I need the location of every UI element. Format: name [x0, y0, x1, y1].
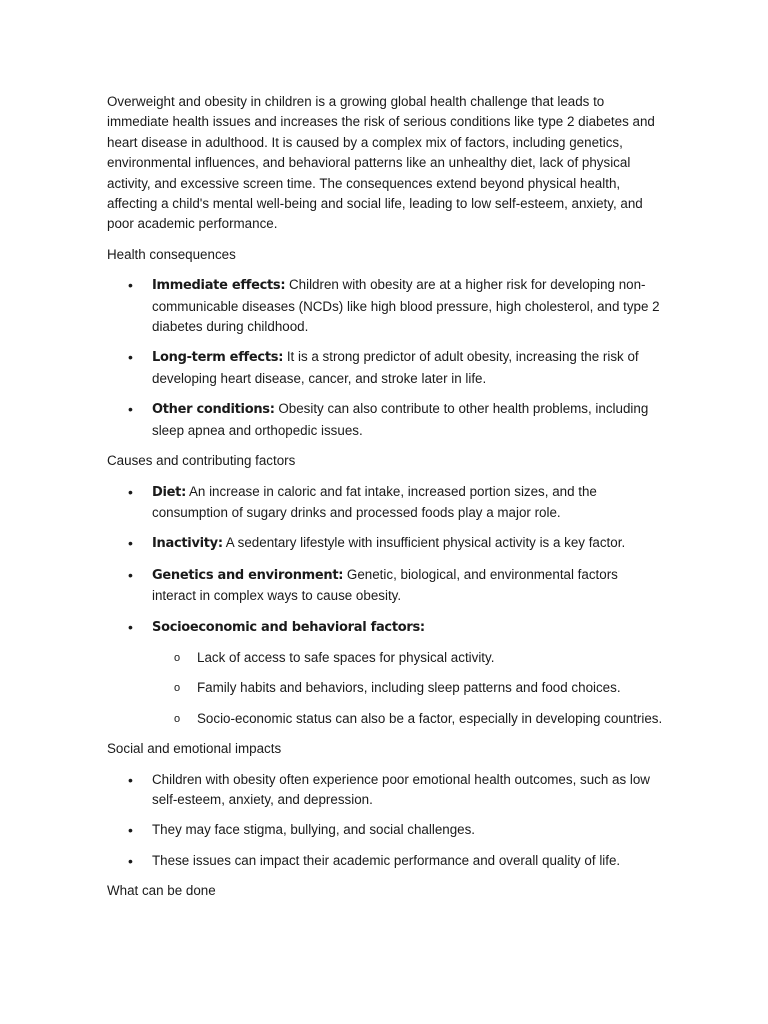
social-impacts-heading: Social and emotional impacts [107, 741, 282, 757]
list-item [107, 482, 663, 524]
list-item-term: Socioeconomic and behavioral factors: [152, 619, 425, 635]
sub-list-item: o Lack of access to safe spaces for physical activity. [152, 648, 663, 668]
list-item-text: A sedentary lifestyle with insufficient physical activity is a key factor. [222, 535, 626, 551]
list-item: • Children with obesity often experience poor emotional health outcomes, such as low self-esteem, anxiety, and depression. [107, 770, 663, 811]
list-item-term: Diet: [152, 484, 186, 500]
health-consequences-list [107, 275, 663, 441]
list-item [107, 399, 663, 441]
document-body [107, 92, 663, 912]
list-item: • They may face stigma, bullying, and social challenges. [107, 820, 663, 840]
sub-list-item: o Socio-economic status can also be a factor, especially in developing countries. [152, 709, 663, 729]
sub-list-item: o Family habits and behaviors, including sleep patterns and food choices. [152, 678, 663, 698]
list-item [107, 617, 663, 730]
causes-list [107, 482, 663, 730]
list-item-term: Long-term effects: [152, 350, 284, 366]
causes-heading: Causes and contributing factors [107, 453, 296, 469]
socioeconomic-sublist [152, 648, 663, 729]
intro-paragraph: Overweight and obesity in children is a growing global health challenge that leads to immediate health issues and increases the risk of serious conditions like type 2 diabetes and heart disease in adulthood. It is caused by a complex mix of factors, including genetics, environmental influences, and behavioral patterns like an unhealthy diet, lack of physical activity, and excessive screen time. The consequences extend beyond physical health, affecting a child's mental well-being and social life, leading to low self-esteem, anxiety, and poor academic performance. [107, 94, 655, 232]
list-item [107, 347, 663, 389]
list-item-text: It is a strong predictor of adult obesity, increasing the risk of developing heart disease, cancer, and stroke later in life. [152, 349, 639, 386]
list-item-text: Obesity can also contribute to other health problems, including sleep apnea and orthopedic issues. [152, 401, 649, 438]
list-item: • These issues can impact their academic performance and overall quality of life. [107, 851, 663, 871]
list-item-term: Genetics and environment: [152, 567, 344, 583]
what-can-be-done-heading: What can be done [107, 883, 216, 899]
list-item [107, 565, 663, 607]
list-item [107, 533, 663, 554]
list-item-term: Other conditions: [152, 402, 275, 418]
list-item-term: Immediate effects: [152, 278, 286, 294]
list-item-text: Genetic, biological, and environmental factors interact in complex ways to cause obesity. [152, 566, 618, 604]
list-item [107, 275, 663, 337]
list-item-text: An increase in caloric and fat intake, increased portion sizes, and the consumption of sugary drinks and processed foods play a major role. [152, 483, 597, 520]
list-item-text: Children with obesity are at a higher risk for developing non-communicable diseases (NCDs) like high blood pressure, high cholesterol, and type 2 diabetes during childhood. [152, 277, 660, 335]
list-item-term: Inactivity: [152, 536, 223, 552]
social-impacts-list [107, 770, 663, 872]
health-consequences-heading: Health consequences [107, 246, 236, 262]
